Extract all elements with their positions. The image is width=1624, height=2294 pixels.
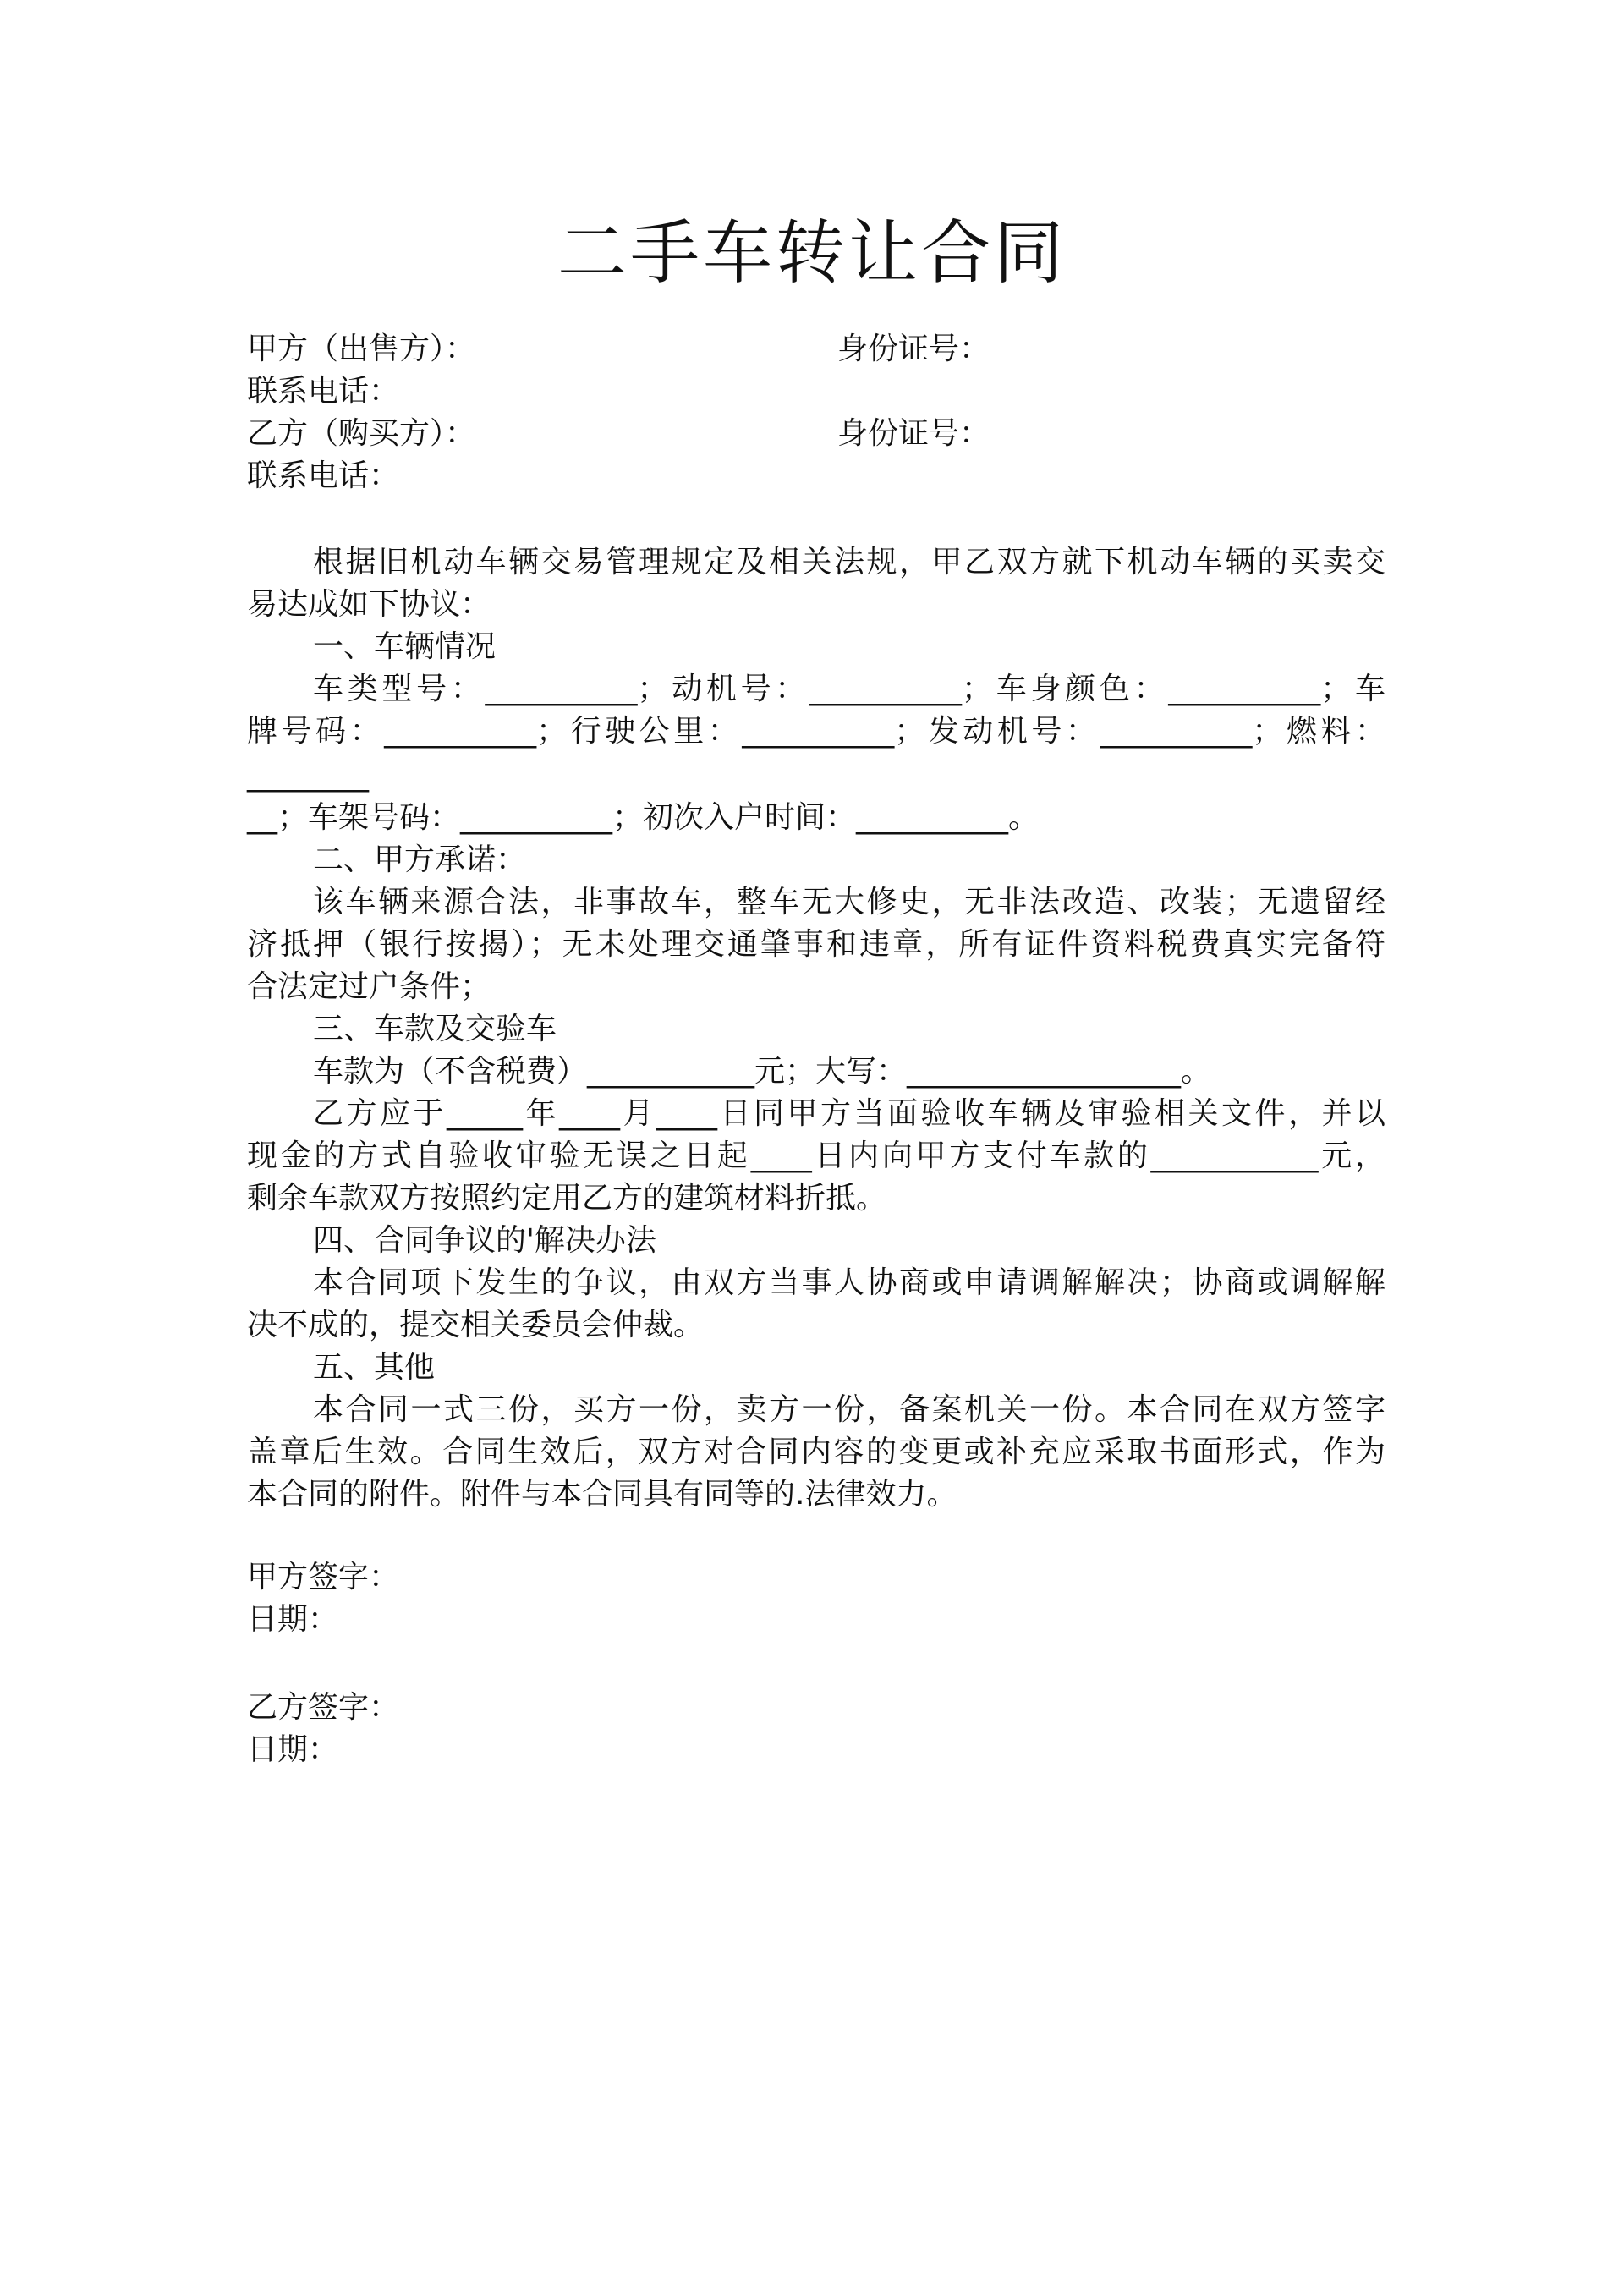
vehicle-info-line: __；车架号码：__________；初次入户时间：__________。 [247,800,1040,835]
party-b-label: 乙方（购买方）： [247,416,476,451]
party-a-date-label: 日期： [247,1602,339,1637]
party-b-date-label: 日期： [247,1732,339,1767]
section-heading-commitment: 二、甲方承诺： [313,842,527,877]
party-b-id-label: 身份证号： [837,416,990,451]
commitment-line: 合法定过户条件； [247,969,491,1004]
section-heading-other: 五、其他 [313,1350,436,1385]
payment-line: 乙方应于_____年____月____日同甲方当面验收车辆及审验相关文件，并以 [313,1096,1385,1131]
payment-line: 车款为（不含税费）___________元；大写：__________________。 [313,1054,1212,1089]
party-a-phone-label: 联系电话： [247,374,400,409]
party-b-signature-label: 乙方签字： [247,1690,400,1725]
party-a-label: 甲方（出售方）： [247,332,476,366]
section-heading-vehicle: 一、车辆情况 [313,629,497,664]
commitment-line: 该车辆来源合法，非事故车，整车无大修史，无非法改造、改装；无遗留经 [313,885,1385,919]
other-line: 本合同一式三份，买方一份，卖方一份，备案机关一份。本合同在双方签字 [313,1392,1385,1427]
payment-line: 剩余车款双方按照约定用乙方的建筑材料折抵。 [247,1181,887,1216]
vehicle-info-line: 车类型号：__________；动机号：__________；车身颜色：__________；车 [313,672,1385,706]
document-title: 二手车转让合同 [557,213,1067,294]
section-heading-dispute: 四、合同争议的'解决办法 [313,1223,656,1258]
party-a-signature-label: 甲方签字： [247,1560,400,1594]
section-heading-payment: 三、车款及交验车 [313,1012,557,1046]
vehicle-info-line: ________ [247,758,369,793]
intro-line: 根据旧机动车辆交易管理规定及相关法规，甲乙双方就下机动车辆的买卖交 [313,545,1385,579]
commitment-line: 济抵押（银行按揭）；无未处理交通肇事和违章，所有证件资料税费真实完备符 [247,927,1385,962]
payment-line: 现金的方式自验收审验无误之日起____日内向甲方支付车款的___________元， [247,1139,1385,1173]
vehicle-info-line: 牌号码：__________；行驶公里：__________；发动机号：__________；燃料： [247,714,1385,749]
party-b-phone-label: 联系电话： [247,458,400,493]
dispute-line: 决不成的，提交相关委员会仲裁。 [247,1308,705,1342]
other-line: 盖章后生效。合同生效后，双方对合同内容的变更或补充应采取书面形式，作为 [247,1435,1385,1469]
party-a-id-label: 身份证号： [837,332,990,366]
intro-line: 易达成如下协议： [247,587,491,622]
dispute-line: 本合同项下发生的争议，由双方当事人协商或申请调解解决；协商或调解解 [313,1265,1385,1300]
other-line: 本合同的附件。附件与本合同具有同等的.法律效力。 [247,1477,957,1512]
